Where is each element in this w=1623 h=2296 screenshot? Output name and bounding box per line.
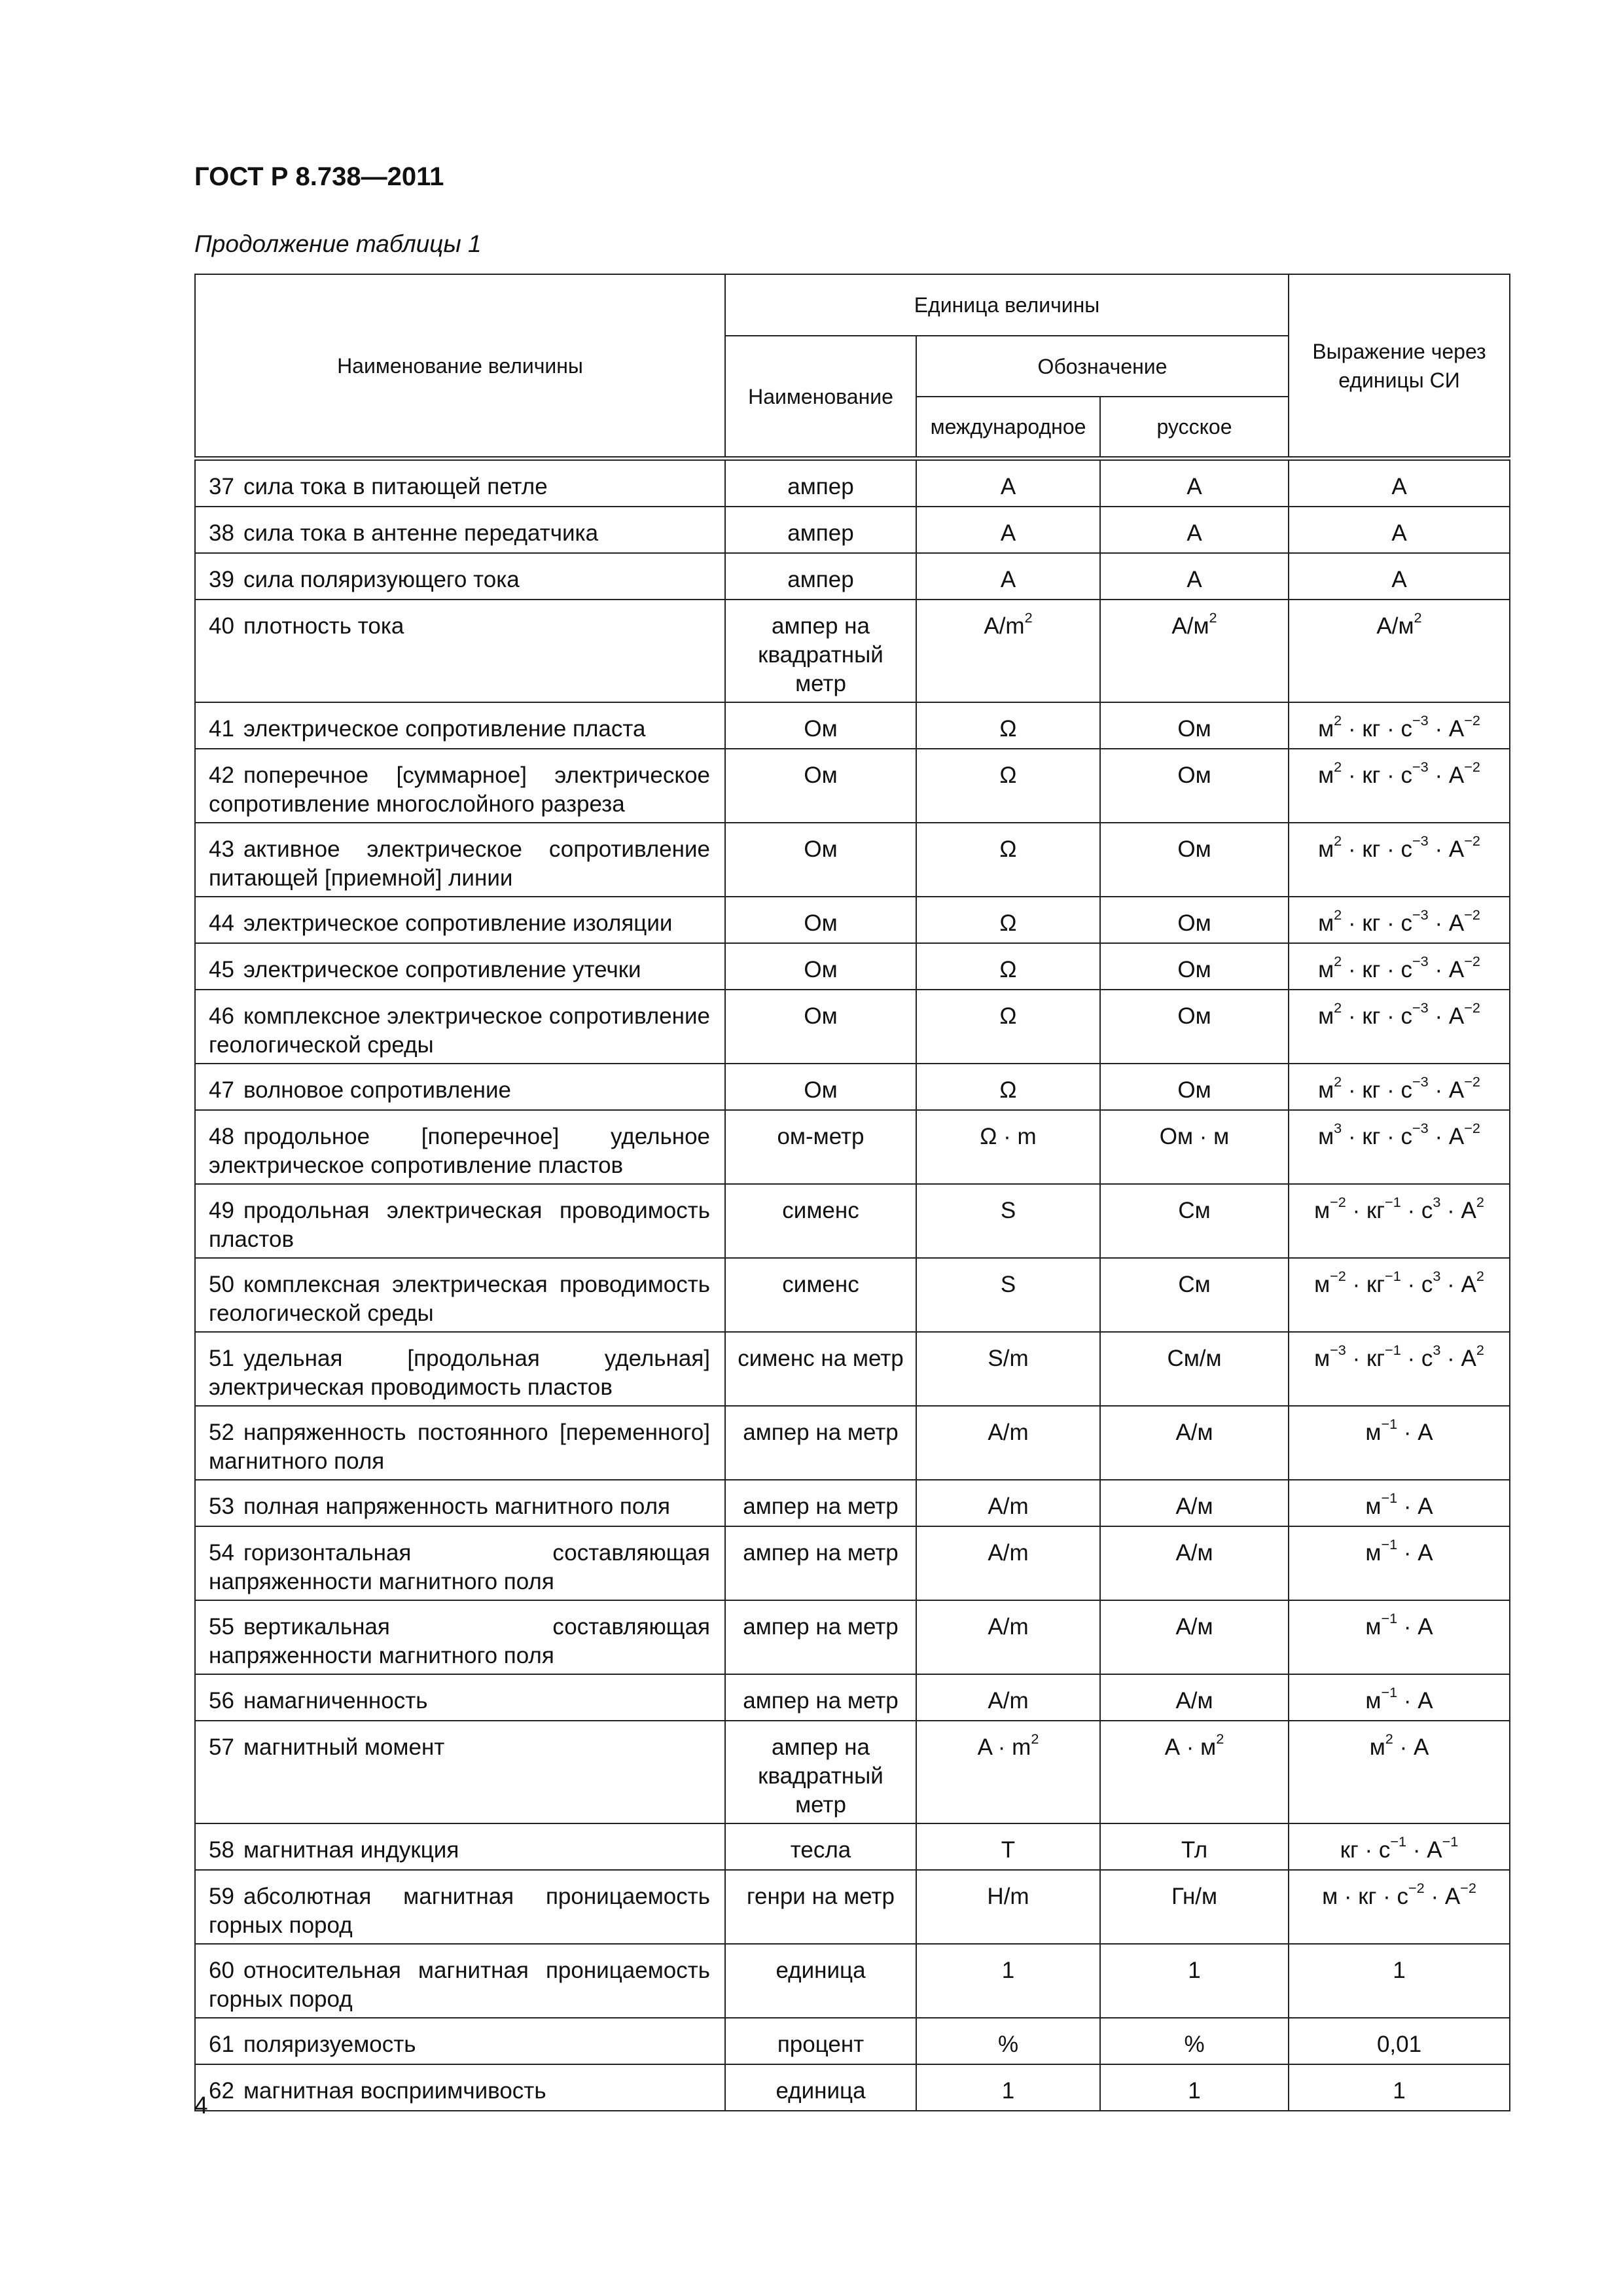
quantity-name: сила тока в питающей петле — [243, 474, 548, 499]
rus-designation-cell: Тл — [1100, 1823, 1289, 1870]
quantity-name: комплексная электрическая проводимость геологической среды — [209, 1272, 710, 1326]
quantity-name: активное электрическое сопротивление питающей [приемной] линии — [209, 836, 710, 891]
quantity-cell — [195, 600, 725, 702]
unit-name-cell: ампер на квадратный метр — [725, 1721, 916, 1823]
row-number: 51 — [209, 1346, 234, 1371]
table-row — [195, 1526, 1510, 1600]
intl-designation-cell: A/m — [916, 1526, 1100, 1600]
quantity-name: удельная [продольная удельная] электрическая проводимость пластов — [209, 1346, 710, 1400]
rus-designation-cell: См/м — [1100, 1332, 1289, 1406]
table-row — [195, 1110, 1510, 1184]
row-number: 61 — [209, 2032, 234, 2057]
unit-name-cell: ампер на метр — [725, 1406, 916, 1480]
quantity-cell — [195, 1184, 725, 1258]
unit-name-cell: сименс — [725, 1184, 916, 1258]
table-row — [195, 600, 1510, 702]
unit-name-cell: ампер на метр — [725, 1480, 916, 1526]
intl-designation-cell: 1 — [916, 2064, 1100, 2111]
unit-name-cell: ампер на метр — [725, 1600, 916, 1674]
intl-designation-cell: Ω — [916, 702, 1100, 749]
si-expression-cell: $м^{-1} \cdot А$ — [1289, 1480, 1510, 1526]
quantity-name: напряженность постоянного [переменного] магнитного поля — [209, 1420, 710, 1474]
row-number: 37 — [209, 474, 234, 499]
table-body — [195, 459, 1510, 2111]
si-expression-cell: А — [1289, 459, 1510, 507]
si-expression-cell: $м^{-1} \cdot А$ — [1289, 1406, 1510, 1480]
quantity-name: абсолютная магнитная проницаемость горных пород — [209, 1884, 710, 1938]
table-row — [195, 943, 1510, 990]
rus-designation-cell: А — [1100, 553, 1289, 600]
table-row — [195, 1480, 1510, 1526]
rus-designation-cell: См — [1100, 1184, 1289, 1258]
intl-designation-cell: A/m — [916, 1674, 1100, 1721]
unit-name-cell: Ом — [725, 943, 916, 990]
units-table — [194, 274, 1510, 2111]
unit-name-cell: Ом — [725, 1064, 916, 1110]
quantity-cell — [195, 823, 725, 897]
table-row — [195, 823, 1510, 897]
header-quantity-name: Наименование величины — [195, 274, 725, 459]
quantity-cell — [195, 1526, 725, 1600]
row-number: 57 — [209, 1734, 234, 1760]
intl-designation-cell: Ω — [916, 897, 1100, 943]
intl-designation-cell: A/m — [916, 1480, 1100, 1526]
table-header — [195, 274, 1510, 459]
quantity-cell — [195, 1870, 725, 1944]
si-expression-cell: $м^3$ · кг · $с^{-3} \cdot А^{-2}$ — [1289, 1110, 1510, 1184]
table-row — [195, 1406, 1510, 1480]
table-row — [195, 1721, 1510, 1823]
intl-designation-cell: S/m — [916, 1332, 1100, 1406]
row-number: 40 — [209, 613, 234, 639]
quantity-name: магнитная индукция — [243, 1837, 459, 1863]
intl-designation-cell: A — [916, 553, 1100, 600]
si-expression-cell: $м^2$ · кг · $с^{-3} \cdot А^{-2}$ — [1289, 1064, 1510, 1110]
intl-designation-cell: 1 — [916, 1944, 1100, 2018]
table-caption: Продолжение таблицы 1 — [194, 230, 482, 257]
si-expression-cell: $м^{-1} \cdot А$ — [1289, 1600, 1510, 1674]
unit-name-cell: процент — [725, 2018, 916, 2064]
intl-designation-cell: S — [916, 1258, 1100, 1332]
header-si-expression: Выражение через единицы СИ — [1289, 274, 1510, 459]
header-international: международное — [916, 397, 1100, 459]
table-row — [195, 1184, 1510, 1258]
intl-designation-cell: S — [916, 1184, 1100, 1258]
quantity-name: электрическое сопротивление изоляции — [243, 910, 673, 936]
row-number: 46 — [209, 1003, 234, 1029]
quantity-cell — [195, 1674, 725, 1721]
intl-designation-cell: $A \cdot m^2$ — [916, 1721, 1100, 1823]
rus-designation-cell: См — [1100, 1258, 1289, 1332]
rus-designation-cell: А/м — [1100, 1406, 1289, 1480]
table-row — [195, 1258, 1510, 1332]
row-number: 47 — [209, 1077, 234, 1103]
table-row — [195, 553, 1510, 600]
unit-name-cell: единица — [725, 1944, 916, 2018]
unit-name-cell: ампер — [725, 507, 916, 553]
quantity-name: электрическое сопротивление пласта — [243, 716, 646, 742]
intl-designation-cell: Ω · m — [916, 1110, 1100, 1184]
si-expression-cell: $м^{-1} \cdot А$ — [1289, 1674, 1510, 1721]
unit-name-cell: ом-метр — [725, 1110, 916, 1184]
unit-name-cell: Ом — [725, 990, 916, 1064]
quantity-cell — [195, 1258, 725, 1332]
quantity-cell — [195, 1944, 725, 2018]
quantity-cell — [195, 2018, 725, 2064]
unit-name-cell: Ом — [725, 702, 916, 749]
row-number: 42 — [209, 762, 234, 788]
rus-designation-cell: $А/м^2$ — [1100, 600, 1289, 702]
si-expression-cell: $м^{-2} \cdot кг^{-1} \cdot с^3 \cdot А^2$ — [1289, 1258, 1510, 1332]
quantity-cell — [195, 943, 725, 990]
table-row — [195, 1944, 1510, 2018]
si-expression-cell: $м^2$ · кг · $с^{-3} \cdot А^{-2}$ — [1289, 897, 1510, 943]
rus-designation-cell: Ом — [1100, 897, 1289, 943]
row-number: 62 — [209, 2078, 234, 2104]
unit-name-cell: Ом — [725, 749, 916, 823]
unit-name-cell: тесла — [725, 1823, 916, 1870]
table-row — [195, 990, 1510, 1064]
row-number: 60 — [209, 1958, 234, 1983]
quantity-name: магнитный момент — [243, 1734, 445, 1760]
table-row — [195, 1674, 1510, 1721]
table-row — [195, 2064, 1510, 2111]
quantity-name: поляризуемость — [243, 2032, 416, 2057]
quantity-cell — [195, 749, 725, 823]
intl-designation-cell: Ω — [916, 749, 1100, 823]
unit-name-cell: ампер — [725, 553, 916, 600]
row-number: 44 — [209, 910, 234, 936]
row-number: 53 — [209, 1494, 234, 1519]
unit-name-cell: ампер — [725, 459, 916, 507]
quantity-cell — [195, 702, 725, 749]
row-number: 55 — [209, 1614, 234, 1640]
table-row — [195, 897, 1510, 943]
intl-designation-cell: H/m — [916, 1870, 1100, 1944]
intl-designation-cell: Ω — [916, 943, 1100, 990]
rus-designation-cell: Ом · м — [1100, 1110, 1289, 1184]
rus-designation-cell: Ом — [1100, 1064, 1289, 1110]
header-designation: Обозначение — [916, 336, 1289, 397]
quantity-cell — [195, 553, 725, 600]
quantity-name: намагниченность — [243, 1688, 428, 1713]
table-row — [195, 749, 1510, 823]
quantity-cell — [195, 1406, 725, 1480]
table-row — [195, 459, 1510, 507]
quantity-cell — [195, 1480, 725, 1526]
quantity-cell — [195, 459, 725, 507]
rus-designation-cell: А/м — [1100, 1480, 1289, 1526]
si-expression-cell: $м^{-3} \cdot кг^{-1} \cdot с^3 \cdot А^2$ — [1289, 1332, 1510, 1406]
si-expression-cell: $м^{-1} \cdot А$ — [1289, 1526, 1510, 1600]
rus-designation-cell: А/м — [1100, 1526, 1289, 1600]
row-number: 59 — [209, 1884, 234, 1909]
rus-designation-cell: Ом — [1100, 823, 1289, 897]
table-row — [195, 1064, 1510, 1110]
si-expression-cell: А — [1289, 553, 1510, 600]
quantity-name: вертикальная составляющая напряженности магнитного поля — [209, 1614, 710, 1668]
si-expression-cell: м · кг · $с^{-2} \cdot А^{-2}$ — [1289, 1870, 1510, 1944]
quantity-cell — [195, 897, 725, 943]
rus-designation-cell: А — [1100, 459, 1289, 507]
quantity-name: продольное [поперечное] удельное электрическое сопротивление пластов — [209, 1124, 710, 1178]
si-expression-cell: кг · $с^{-1} \cdot А^{-1}$ — [1289, 1823, 1510, 1870]
table-row — [195, 1600, 1510, 1674]
intl-designation-cell: % — [916, 2018, 1100, 2064]
unit-name-cell: генри на метр — [725, 1870, 916, 1944]
si-expression-cell: $м^2$ · кг · $с^{-3} \cdot А^{-2}$ — [1289, 990, 1510, 1064]
quantity-name: сила поляризующего тока — [243, 567, 520, 592]
document-code: ГОСТ Р 8.738—2011 — [194, 162, 444, 191]
si-expression-cell: $м^2$ · кг · $с^{-3} \cdot А^{-2}$ — [1289, 943, 1510, 990]
row-number: 43 — [209, 836, 234, 862]
quantity-cell — [195, 1332, 725, 1406]
si-expression-cell: $м^2$ · кг · $с^{-3} \cdot А^{-2}$ — [1289, 702, 1510, 749]
quantity-name: относительная магнитная проницаемость горных пород — [209, 1958, 710, 2012]
unit-name-cell: сименс на метр — [725, 1332, 916, 1406]
row-number: 41 — [209, 716, 234, 742]
table-row — [195, 702, 1510, 749]
quantity-cell — [195, 1064, 725, 1110]
unit-name-cell: ампер на метр — [725, 1526, 916, 1600]
quantity-cell — [195, 1823, 725, 1870]
header-unit-name: Наименование — [725, 336, 916, 459]
row-number: 56 — [209, 1688, 234, 1713]
table-row — [195, 1870, 1510, 1944]
intl-designation-cell: Ω — [916, 1064, 1100, 1110]
row-number: 49 — [209, 1198, 234, 1223]
intl-designation-cell: $A/m^2$ — [916, 600, 1100, 702]
quantity-cell — [195, 1600, 725, 1674]
rus-designation-cell: 1 — [1100, 1944, 1289, 2018]
rus-designation-cell: А/м — [1100, 1674, 1289, 1721]
row-number: 58 — [209, 1837, 234, 1863]
table-row — [195, 1823, 1510, 1870]
si-expression-cell: $м^2 \cdot А$ — [1289, 1721, 1510, 1823]
rus-designation-cell: 1 — [1100, 2064, 1289, 2111]
quantity-name: поперечное [суммарное] электрическое сопротивление многослойного разреза — [209, 762, 710, 817]
rus-designation-cell: $А \cdot м^2$ — [1100, 1721, 1289, 1823]
header-russian: русское — [1100, 397, 1289, 459]
si-expression-cell: $А/м^2$ — [1289, 600, 1510, 702]
quantity-name: сила тока в антенне передатчика — [243, 520, 599, 546]
quantity-cell — [195, 1721, 725, 1823]
quantity-name: горизонтальная составляющая напряженности магнитного поля — [209, 1540, 710, 1594]
rus-designation-cell: Ом — [1100, 943, 1289, 990]
intl-designation-cell: A/m — [916, 1600, 1100, 1674]
unit-name-cell: Ом — [725, 897, 916, 943]
quantity-name: плотность тока — [243, 613, 404, 639]
quantity-name: продольная электрическая проводимость пластов — [209, 1198, 710, 1252]
si-expression-cell: 1 — [1289, 2064, 1510, 2111]
intl-designation-cell: Ω — [916, 823, 1100, 897]
intl-designation-cell: T — [916, 1823, 1100, 1870]
row-number: 54 — [209, 1540, 234, 1566]
rus-designation-cell: А/м — [1100, 1600, 1289, 1674]
row-number: 52 — [209, 1420, 234, 1445]
intl-designation-cell: A — [916, 507, 1100, 553]
unit-name-cell: единица — [725, 2064, 916, 2111]
rus-designation-cell: Ом — [1100, 749, 1289, 823]
row-number: 50 — [209, 1272, 234, 1297]
rus-designation-cell: А — [1100, 507, 1289, 553]
unit-name-cell: Ом — [725, 823, 916, 897]
rus-designation-cell: Гн/м — [1100, 1870, 1289, 1944]
si-expression-cell: 1 — [1289, 1944, 1510, 2018]
quantity-cell — [195, 2064, 725, 2111]
si-expression-cell: $м^{-2} \cdot кг^{-1} \cdot с^3 \cdot А^2$ — [1289, 1184, 1510, 1258]
quantity-cell — [195, 990, 725, 1064]
quantity-cell — [195, 507, 725, 553]
si-expression-cell: 0,01 — [1289, 2018, 1510, 2064]
quantity-name: электрическое сопротивление утечки — [243, 957, 641, 982]
si-expression-cell: $м^2$ · кг · $с^{-3} \cdot А^{-2}$ — [1289, 749, 1510, 823]
unit-name-cell: ампер на метр — [725, 1674, 916, 1721]
quantity-name: полная напряженность магнитного поля — [243, 1494, 670, 1519]
si-expression-cell: А — [1289, 507, 1510, 553]
unit-name-cell: сименс — [725, 1258, 916, 1332]
intl-designation-cell: A — [916, 459, 1100, 507]
rus-designation-cell: Ом — [1100, 990, 1289, 1064]
table-row — [195, 1332, 1510, 1406]
quantity-name: комплексное электрическое сопротивление геологической среды — [209, 1003, 710, 1058]
intl-designation-cell: A/m — [916, 1406, 1100, 1480]
si-expression-cell: $м^2$ · кг · $с^{-3} \cdot А^{-2}$ — [1289, 823, 1510, 897]
row-number: 45 — [209, 957, 234, 982]
row-number: 38 — [209, 520, 234, 546]
unit-name-cell: ампер на квадратный метр — [725, 600, 916, 702]
row-number: 39 — [209, 567, 234, 592]
row-number: 48 — [209, 1124, 234, 1149]
intl-designation-cell: Ω — [916, 990, 1100, 1064]
header-unit: Единица величины — [725, 274, 1289, 336]
table-row — [195, 507, 1510, 553]
table-row — [195, 2018, 1510, 2064]
quantity-cell — [195, 1110, 725, 1184]
rus-designation-cell: Ом — [1100, 702, 1289, 749]
rus-designation-cell: % — [1100, 2018, 1289, 2064]
page-number: 4 — [194, 2092, 208, 2119]
quantity-name: волновое сопротивление — [243, 1077, 511, 1103]
quantity-name: магнитная восприимчивость — [243, 2078, 546, 2104]
